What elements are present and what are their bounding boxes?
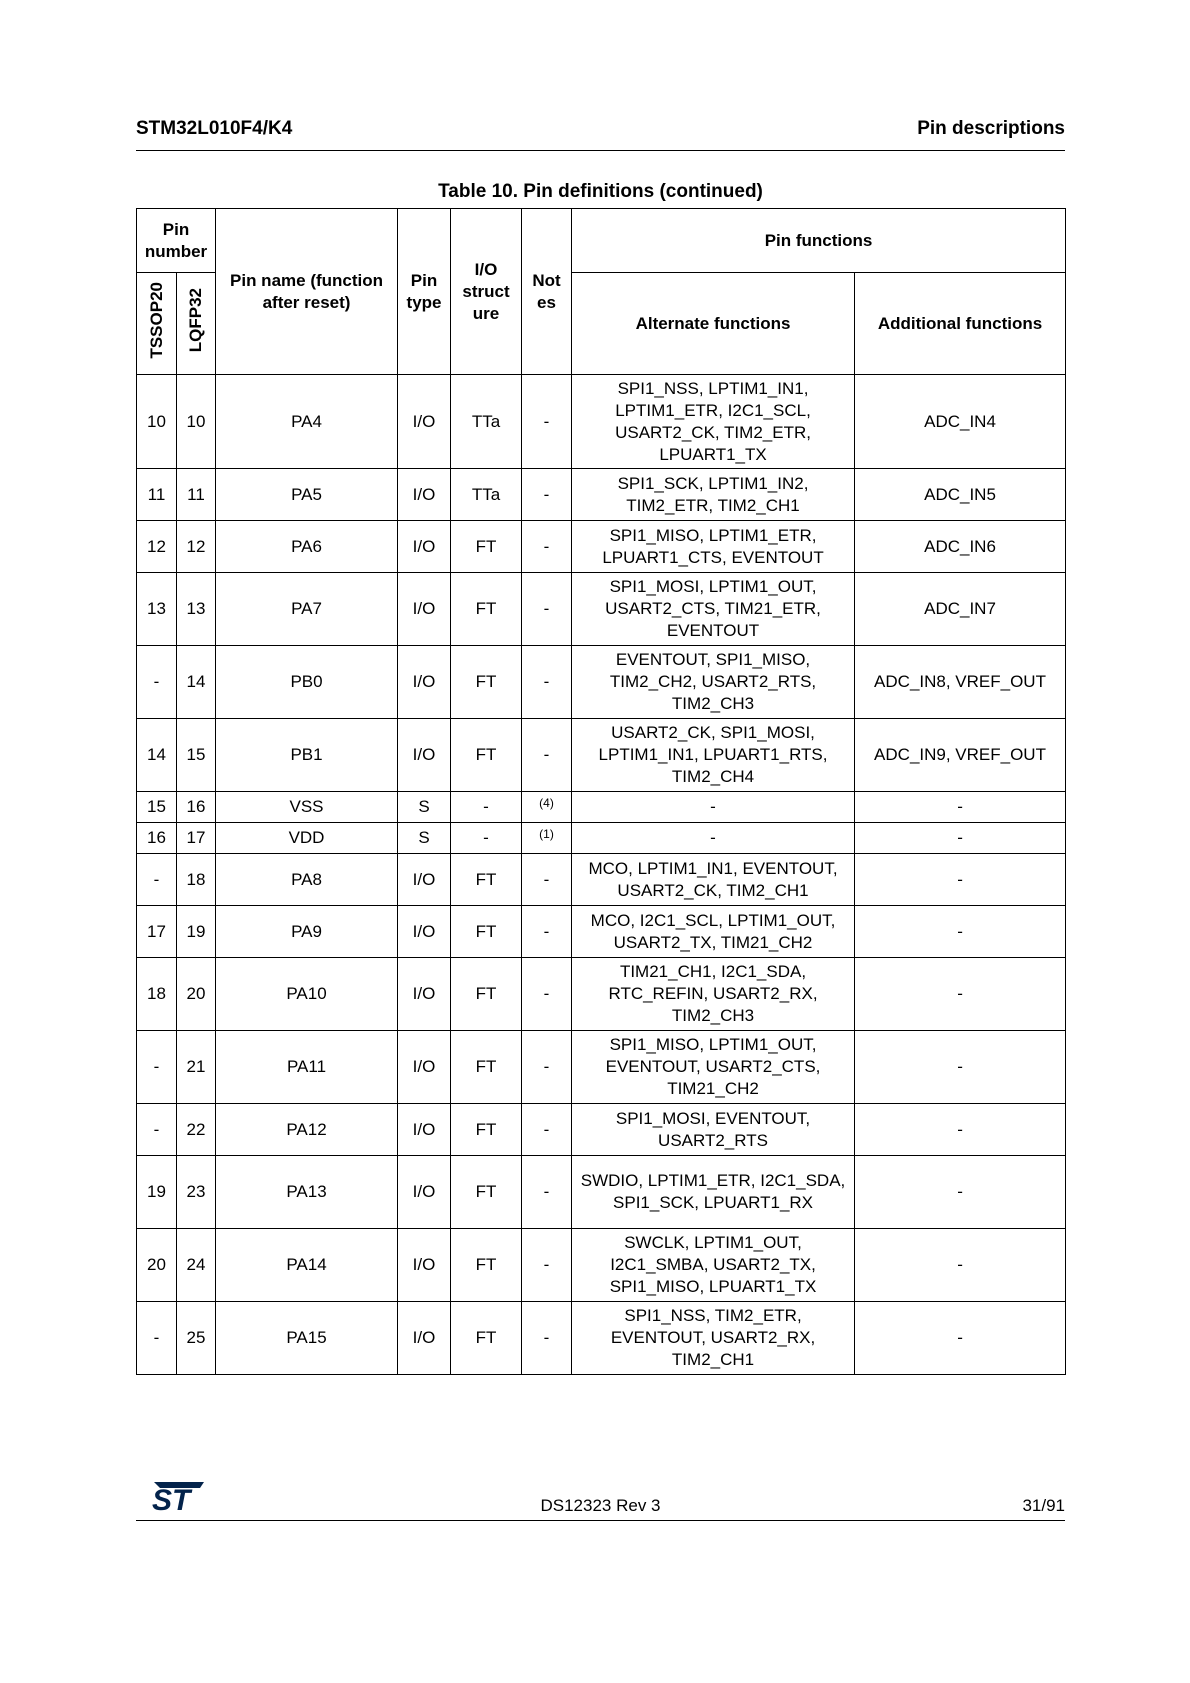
header-lqfp32: LQFP32 <box>177 273 216 375</box>
cell-alternate-functions: SPI1_MOSI, LPTIM1_OUT, USART2_CTS, TIM21_ETR, EVENTOUT <box>572 573 855 646</box>
cell-additional-functions: - <box>855 958 1066 1031</box>
cell-tssop20: 20 <box>137 1229 177 1302</box>
cell-pin-name: PA13 <box>216 1156 398 1229</box>
cell-lqfp32: 20 <box>177 958 216 1031</box>
cell-additional-functions: - <box>855 823 1066 854</box>
cell-notes: - <box>522 906 572 958</box>
cell-pin-name: PA12 <box>216 1104 398 1156</box>
cell-alternate-functions: MCO, I2C1_SCL, LPTIM1_OUT, USART2_TX, TIM21_CH2 <box>572 906 855 958</box>
cell-alternate-functions: - <box>572 823 855 854</box>
header-io-structure: I/O struct ure <box>451 209 522 375</box>
cell-additional-functions: ADC_IN6 <box>855 521 1066 573</box>
cell-pin-type: I/O <box>398 1302 451 1375</box>
cell-additional-functions: - <box>855 1156 1066 1229</box>
cell-alternate-functions: SWDIO, LPTIM1_ETR, I2C1_SDA, SPI1_SCK, LPUART1_RX <box>572 1156 855 1229</box>
table-row <box>137 854 1066 906</box>
cell-pin-type: I/O <box>398 1156 451 1229</box>
cell-pin-name: VSS <box>216 792 398 823</box>
cell-alternate-functions: USART2_CK, SPI1_MOSI, LPTIM1_IN1, LPUART1_RTS, TIM2_CH4 <box>572 719 855 792</box>
cell-notes: - <box>522 1156 572 1229</box>
cell-io-structure: TTa <box>451 469 522 521</box>
cell-additional-functions: - <box>855 1302 1066 1375</box>
cell-pin-type: S <box>398 792 451 823</box>
table-row <box>137 823 1066 854</box>
header-pin-type: Pin type <box>398 209 451 375</box>
document-reference: DS12323 Rev 3 <box>540 1496 661 1515</box>
table-row <box>137 573 1066 646</box>
table-row <box>137 1104 1066 1156</box>
cell-tssop20: 15 <box>137 792 177 823</box>
cell-pin-type: I/O <box>398 854 451 906</box>
cell-additional-functions: ADC_IN9, VREF_OUT <box>855 719 1066 792</box>
cell-alternate-functions: SPI1_MISO, LPTIM1_ETR, LPUART1_CTS, EVENTOUT <box>572 521 855 573</box>
cell-pin-type: I/O <box>398 1229 451 1302</box>
cell-notes: - <box>522 521 572 573</box>
cell-tssop20: 10 <box>137 375 177 469</box>
cell-pin-type: I/O <box>398 469 451 521</box>
cell-notes: - <box>522 646 572 719</box>
cell-additional-functions: - <box>855 854 1066 906</box>
cell-pin-name: PA14 <box>216 1229 398 1302</box>
cell-pin-name: PB0 <box>216 646 398 719</box>
cell-tssop20: - <box>137 1302 177 1375</box>
cell-additional-functions: ADC_IN7 <box>855 573 1066 646</box>
cell-lqfp32: 10 <box>177 375 216 469</box>
cell-alternate-functions: EVENTOUT, SPI1_MISO, TIM2_CH2, USART2_RTS, TIM2_CH3 <box>572 646 855 719</box>
cell-pin-type: S <box>398 823 451 854</box>
cell-pin-name: PA5 <box>216 469 398 521</box>
cell-notes: - <box>522 1302 572 1375</box>
cell-io-structure: FT <box>451 1229 522 1302</box>
cell-pin-name: PB1 <box>216 719 398 792</box>
header-pin-number: Pin number <box>137 209 216 273</box>
cell-tssop20: 14 <box>137 719 177 792</box>
cell-additional-functions: - <box>855 1031 1066 1104</box>
cell-tssop20: - <box>137 646 177 719</box>
cell-notes: - <box>522 1229 572 1302</box>
cell-io-structure: FT <box>451 958 522 1031</box>
cell-lqfp32: 12 <box>177 521 216 573</box>
cell-io-structure: FT <box>451 1156 522 1229</box>
cell-lqfp32: 21 <box>177 1031 216 1104</box>
section-title: Pin descriptions <box>917 118 1065 139</box>
cell-lqfp32: 17 <box>177 823 216 854</box>
table-row <box>137 1156 1066 1229</box>
page-header <box>136 118 1065 151</box>
cell-alternate-functions: TIM21_CH1, I2C1_SDA, RTC_REFIN, USART2_RX, TIM2_CH3 <box>572 958 855 1031</box>
cell-pin-name: PA6 <box>216 521 398 573</box>
cell-io-structure: FT <box>451 646 522 719</box>
cell-lqfp32: 15 <box>177 719 216 792</box>
cell-pin-name: PA15 <box>216 1302 398 1375</box>
cell-pin-type: I/O <box>398 521 451 573</box>
cell-alternate-functions: SPI1_NSS, TIM2_ETR, EVENTOUT, USART2_RX, TIM2_CH1 <box>572 1302 855 1375</box>
cell-notes: (4) <box>522 792 572 823</box>
cell-tssop20: 19 <box>137 1156 177 1229</box>
cell-lqfp32: 24 <box>177 1229 216 1302</box>
cell-lqfp32: 25 <box>177 1302 216 1375</box>
cell-pin-name: PA11 <box>216 1031 398 1104</box>
cell-lqfp32: 22 <box>177 1104 216 1156</box>
cell-additional-functions: ADC_IN4 <box>855 375 1066 469</box>
cell-pin-type: I/O <box>398 1104 451 1156</box>
cell-tssop20: 13 <box>137 573 177 646</box>
cell-lqfp32: 23 <box>177 1156 216 1229</box>
table-row <box>137 469 1066 521</box>
cell-lqfp32: 13 <box>177 573 216 646</box>
header-pin-functions: Pin functions <box>572 209 1066 273</box>
table-row <box>137 958 1066 1031</box>
cell-additional-functions: - <box>855 1229 1066 1302</box>
cell-lqfp32: 11 <box>177 469 216 521</box>
table-caption: Table 10. Pin definitions (continued) <box>438 181 763 202</box>
cell-notes: - <box>522 1031 572 1104</box>
cell-pin-type: I/O <box>398 906 451 958</box>
table-row <box>137 1302 1066 1375</box>
svg-text:ST: ST <box>152 1484 191 1514</box>
cell-pin-type: I/O <box>398 646 451 719</box>
cell-alternate-functions: SPI1_NSS, LPTIM1_IN1, LPTIM1_ETR, I2C1_SCL, USART2_CK, TIM2_ETR, LPUART1_TX <box>572 375 855 469</box>
table-row <box>137 375 1066 469</box>
table-row <box>137 906 1066 958</box>
cell-lqfp32: 14 <box>177 646 216 719</box>
cell-alternate-functions: SWCLK, LPTIM1_OUT, I2C1_SMBA, USART2_TX, SPI1_MISO, LPUART1_TX <box>572 1229 855 1302</box>
cell-pin-type: I/O <box>398 719 451 792</box>
cell-tssop20: 11 <box>137 469 177 521</box>
cell-io-structure: - <box>451 823 522 854</box>
cell-io-structure: FT <box>451 521 522 573</box>
cell-io-structure: FT <box>451 719 522 792</box>
cell-additional-functions: ADC_IN8, VREF_OUT <box>855 646 1066 719</box>
cell-notes: - <box>522 854 572 906</box>
cell-io-structure: FT <box>451 573 522 646</box>
table-row <box>137 521 1066 573</box>
header-pin-name: Pin name (function after reset) <box>216 209 398 375</box>
cell-pin-type: I/O <box>398 573 451 646</box>
cell-additional-functions: - <box>855 906 1066 958</box>
table-row <box>137 719 1066 792</box>
table-row <box>137 646 1066 719</box>
cell-io-structure: FT <box>451 906 522 958</box>
cell-additional-functions: - <box>855 1104 1066 1156</box>
cell-alternate-functions: SPI1_MOSI, EVENTOUT, USART2_RTS <box>572 1104 855 1156</box>
cell-pin-type: I/O <box>398 1031 451 1104</box>
cell-tssop20: - <box>137 1104 177 1156</box>
cell-tssop20: 17 <box>137 906 177 958</box>
cell-notes: (1) <box>522 823 572 854</box>
cell-io-structure: - <box>451 792 522 823</box>
page-footer <box>136 1478 1065 1521</box>
cell-alternate-functions: SPI1_MISO, LPTIM1_OUT, EVENTOUT, USART2_CTS, TIM21_CH2 <box>572 1031 855 1104</box>
cell-io-structure: FT <box>451 1104 522 1156</box>
header-notes: Not es <box>522 209 572 375</box>
cell-pin-name: PA9 <box>216 906 398 958</box>
header-tssop20: TSSOP20 <box>137 273 177 375</box>
cell-lqfp32: 16 <box>177 792 216 823</box>
cell-alternate-functions: MCO, LPTIM1_IN1, EVENTOUT, USART2_CK, TIM2_CH1 <box>572 854 855 906</box>
document-title: STM32L010F4/K4 <box>136 118 293 139</box>
cell-tssop20: - <box>137 1031 177 1104</box>
cell-io-structure: FT <box>451 854 522 906</box>
cell-notes: - <box>522 375 572 469</box>
cell-tssop20: - <box>137 854 177 906</box>
cell-io-structure: FT <box>451 1031 522 1104</box>
cell-notes: - <box>522 573 572 646</box>
cell-notes: - <box>522 469 572 521</box>
cell-pin-type: I/O <box>398 375 451 469</box>
cell-pin-name: PA7 <box>216 573 398 646</box>
cell-io-structure: TTa <box>451 375 522 469</box>
header-alternate-functions: Alternate functions <box>572 273 855 375</box>
cell-lqfp32: 18 <box>177 854 216 906</box>
cell-tssop20: 16 <box>137 823 177 854</box>
header-additional-functions: Additional functions <box>855 273 1066 375</box>
cell-notes: - <box>522 719 572 792</box>
table-row <box>137 1031 1066 1104</box>
cell-alternate-functions: - <box>572 792 855 823</box>
page-number: 31/91 <box>1022 1496 1065 1515</box>
cell-pin-name: PA10 <box>216 958 398 1031</box>
cell-pin-name: VDD <box>216 823 398 854</box>
cell-pin-name: PA8 <box>216 854 398 906</box>
cell-lqfp32: 19 <box>177 906 216 958</box>
table-row <box>137 792 1066 823</box>
cell-tssop20: 12 <box>137 521 177 573</box>
cell-pin-name: PA4 <box>216 375 398 469</box>
pin-definitions-table <box>136 208 1066 1375</box>
table-row <box>137 1229 1066 1302</box>
cell-pin-type: I/O <box>398 958 451 1031</box>
cell-additional-functions: ADC_IN5 <box>855 469 1066 521</box>
cell-additional-functions: - <box>855 792 1066 823</box>
cell-notes: - <box>522 958 572 1031</box>
cell-io-structure: FT <box>451 1302 522 1375</box>
cell-notes: - <box>522 1104 572 1156</box>
cell-tssop20: 18 <box>137 958 177 1031</box>
cell-alternate-functions: SPI1_SCK, LPTIM1_IN2, TIM2_ETR, TIM2_CH1 <box>572 469 855 521</box>
